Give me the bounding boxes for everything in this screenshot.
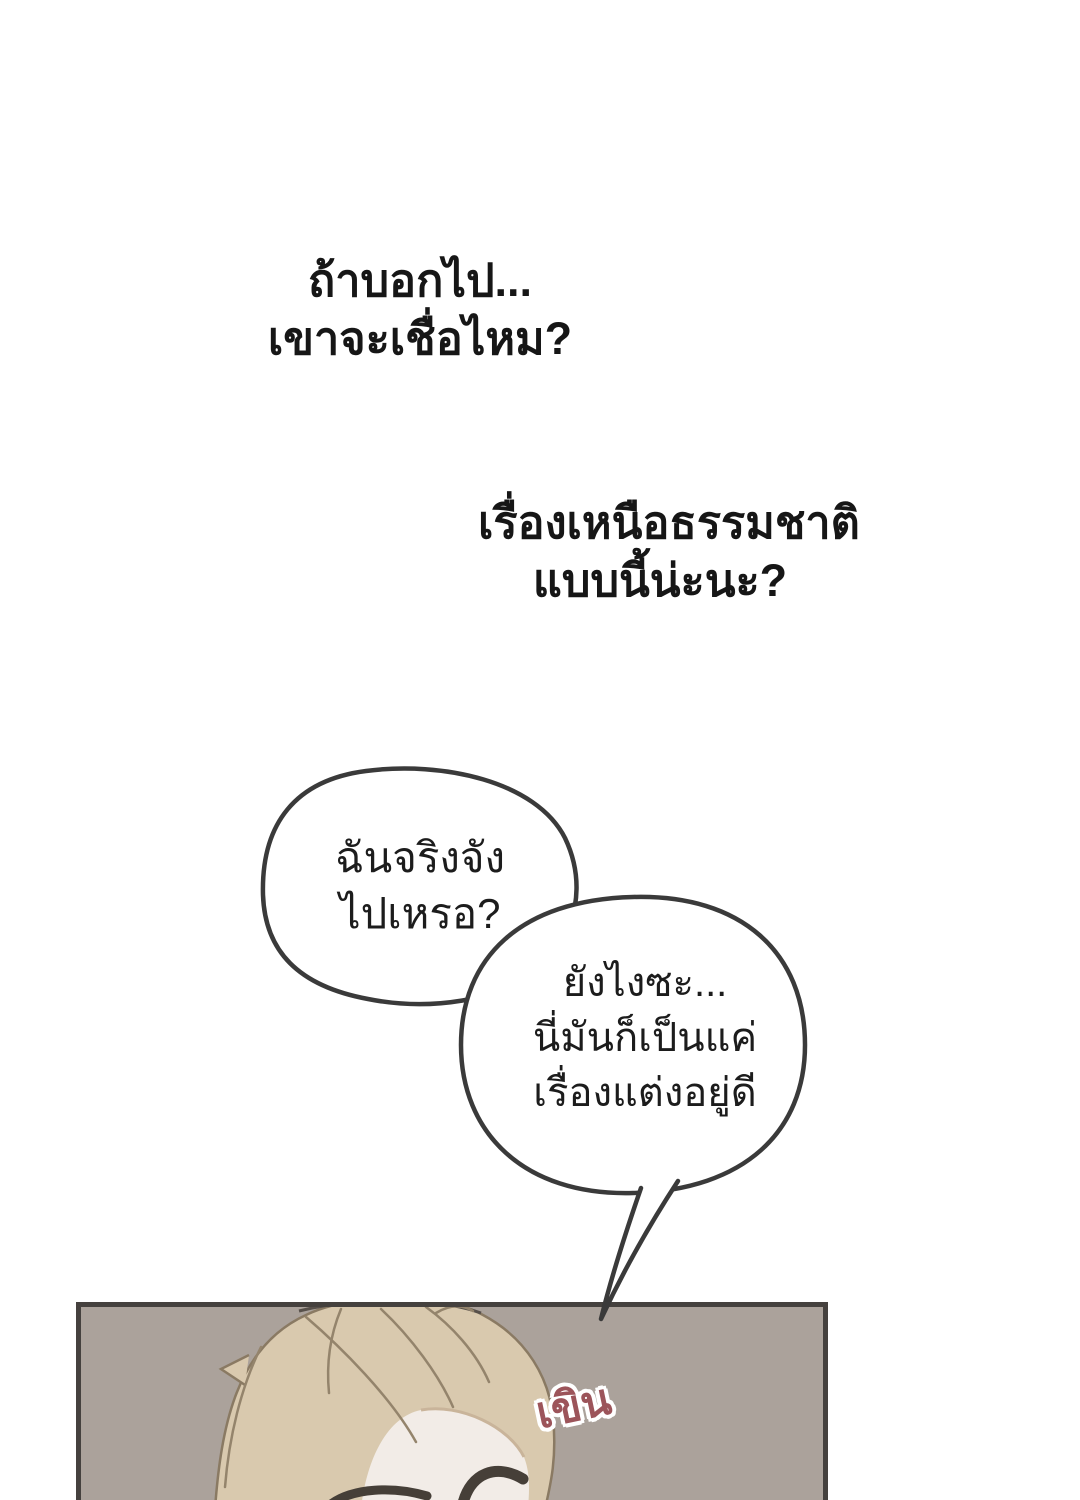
speech-bubble-right-text xyxy=(513,956,777,1121)
bubble-left-line-2: ไปเหรอ? xyxy=(339,890,501,937)
narration-middle-line-1: เรื่องเหนือธรรมชาติ xyxy=(478,497,860,548)
sfx-text: เขิน xyxy=(531,1374,616,1439)
narration-middle-line-2: แบบนี้น่ะนะ? xyxy=(532,555,788,606)
bubble-right-line-1: ยังไงซะ... xyxy=(562,961,728,1005)
narration-top-line-2: เขาจะเชื่อไหม? xyxy=(267,313,573,364)
narration-top-line-1: ถ้าบอกไป... xyxy=(307,255,533,306)
bubble-right-line-2: นี่มันก็เป็นแค่ xyxy=(532,1016,758,1060)
bubble-left-line-1: ฉันจริงจัง xyxy=(334,834,506,881)
speech-bubble-tail xyxy=(601,1181,678,1319)
speech-bubble-left-text xyxy=(300,830,540,942)
bubble-right-line-3: เรื่องแต่งอยู่ดี xyxy=(533,1071,757,1115)
